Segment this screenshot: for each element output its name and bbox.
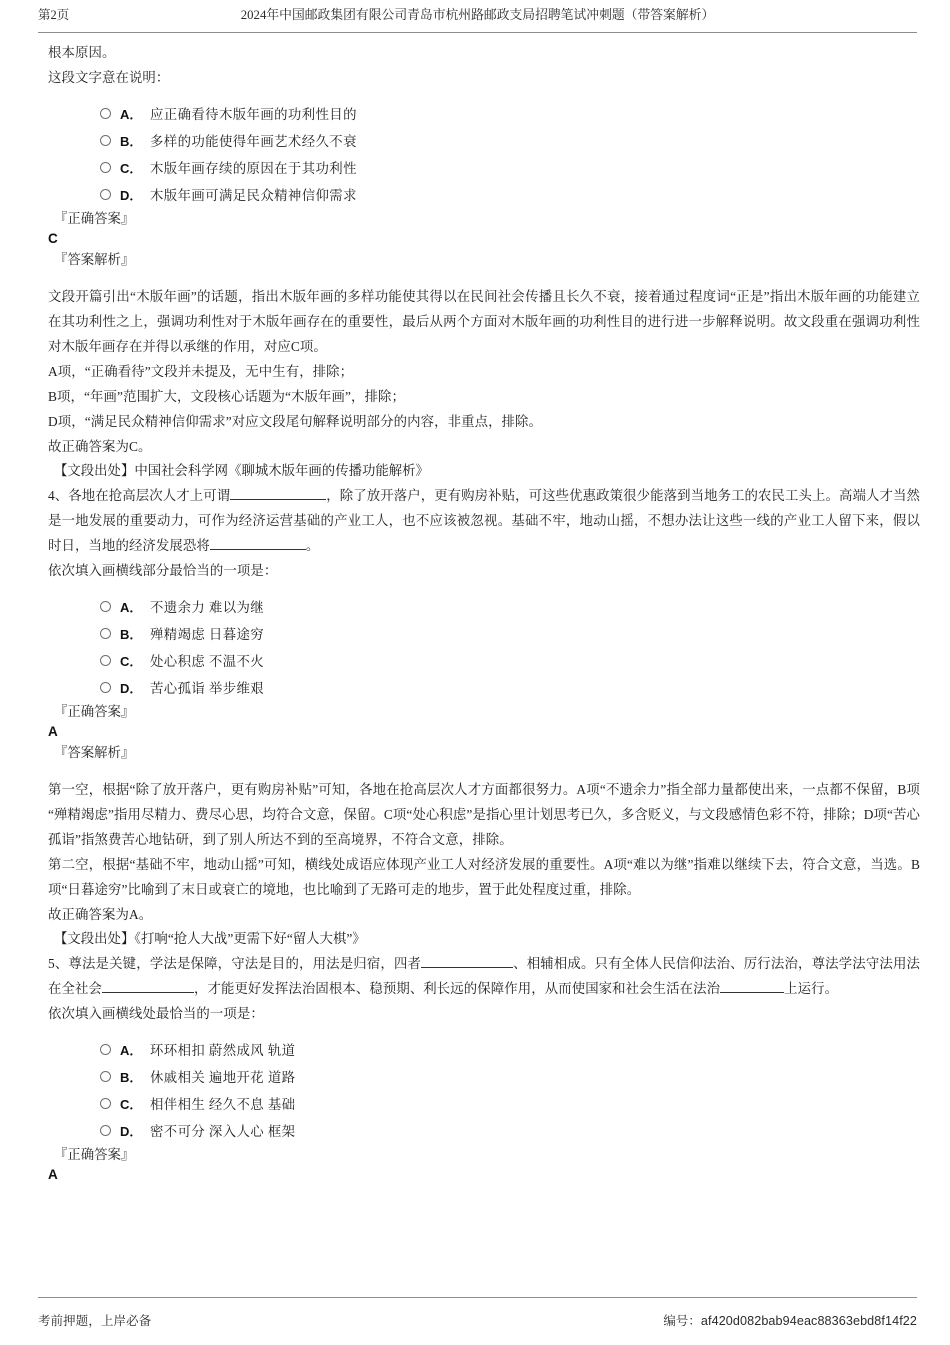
q3-option-d[interactable] xyxy=(48,181,920,208)
option-text: 休戚相关 遍地开花 道路 xyxy=(150,1070,296,1085)
q4-prompt: 依次填入画横线部分最恰当的一项是： xyxy=(48,563,278,578)
source-prefix: 【文段出处】 xyxy=(54,931,135,946)
radio-icon[interactable] xyxy=(100,1098,111,1109)
q3-analysis-p1: 文段开篇引出“木版年画”的话题，指出木版年画的多样功能使其得以在民间社会传播且长久不衰，接着通过程度词“正是”指出木版年画的功能建立在其功利性之上，强调功利性对于木版年画存在的重要性，最后从两个方面对木版年画的功利性目的进行进一步解释说明。故文段重在强调功利性对木版年画存在并得以承继的作用，对应C项。 xyxy=(48,289,920,354)
radio-icon[interactable] xyxy=(100,108,111,119)
q4-analysis-p2: 第二空，根据“基础不牢，地动山摇”可知，横线处成语应体现产业工人对经济发展的重要性。A项“难以为继”指难以继续下去，符合文意，当选。B项“日暮途穷”比喻到了末日或衰亡的境地，也比喻到了无路可走的地步，置于此处程度过重，排除。 xyxy=(48,857,920,897)
option-letter: D． xyxy=(120,681,143,696)
option-text: 密不可分 深入人心 框架 xyxy=(150,1124,296,1139)
source-prefix: 【文段出处】 xyxy=(54,463,135,478)
q3-prompt: 这段文字意在说明： xyxy=(48,70,170,85)
option-letter: C． xyxy=(120,161,143,176)
option-text: 不遗余力 难以为继 xyxy=(150,600,265,615)
q3-analysis-p2: A项，“正确看待”文段并未提及，无中生有，排除； xyxy=(48,364,354,379)
q4-blank-2 xyxy=(210,549,306,550)
option-text: 木版年画存续的原因在于其功利性 xyxy=(150,161,357,176)
radio-icon[interactable] xyxy=(100,601,111,612)
radio-icon[interactable] xyxy=(100,162,111,173)
q3-option-b[interactable] xyxy=(48,127,920,154)
q3-analysis-label: 『答案解析』 xyxy=(54,252,135,267)
q3-analysis-block xyxy=(48,284,920,459)
radio-icon[interactable] xyxy=(100,1071,111,1082)
q3-analysis-p4: D项，“满足民众精神信仰需求”对应文段尾句解释说明部分的内容，非重点，排除。 xyxy=(48,414,543,429)
q5-correct-answer-value: A xyxy=(48,1167,58,1182)
q5-option-list xyxy=(48,1036,920,1144)
option-letter: D． xyxy=(120,1124,143,1139)
q5-option-d[interactable] xyxy=(48,1117,920,1144)
option-text: 相伴相生 经久不息 基础 xyxy=(150,1097,296,1112)
option-letter: C． xyxy=(120,1097,143,1112)
q4-stem-part2: ，除了放开落户，更有购房补贴，可这些优惠政策很少能落到当地务工的农民工头上。高端人才当然是一地发展的重要动力，可作为经济运营基础的产业工人，也不应该被忽视。基础不牢，地动山摇，不想办法让这些一线的产业工人留下来，假以时日，当地的经济发展恐将 xyxy=(48,488,920,553)
q3-option-list xyxy=(48,100,920,208)
q5-correct-answer-label: 『正确答案』 xyxy=(54,1147,135,1162)
q4-analysis-block xyxy=(48,777,920,927)
option-letter: B． xyxy=(120,134,143,149)
q5-option-a[interactable] xyxy=(48,1036,920,1063)
radio-icon[interactable] xyxy=(100,655,111,666)
q4-blank-1 xyxy=(230,499,326,500)
source-text: 中国社会科学网《聊城木版年画的传播功能解析》 xyxy=(134,463,429,478)
q4-source xyxy=(48,927,920,951)
option-text: 木版年画可满足民众精神信仰需求 xyxy=(150,188,357,203)
q4-analysis-label: 『答案解析』 xyxy=(54,745,135,760)
q5-stem-part3: ，才能更好发挥法治固根本、稳预期、利长远的保障作用，从而使国家和社会生活在法治 xyxy=(193,981,721,996)
footer-serial xyxy=(663,1311,917,1329)
radio-icon[interactable] xyxy=(100,1125,111,1136)
header-document-title: 2024年中国邮政集团有限公司青岛市杭州路邮政支局招聘笔试冲刺题（带答案解析） xyxy=(240,8,715,22)
q5-option-b[interactable] xyxy=(48,1063,920,1090)
q4-option-c[interactable] xyxy=(48,647,920,674)
q3-analysis-p5: 故正确答案为C。 xyxy=(48,439,152,454)
q4-analysis-p1: 第一空，根据“除了放开落户，更有购房补贴”可知，各地在抢高层次人才方面都很努力。A项“不遗余力”指全部力量都使出来，一点都不保留，B项“殚精竭虑”指用尽精力、费尽心思，均符合文意，保留。C项“处心积虑”是指心里计划思考已久，多含贬义，与文段感情色彩不符，排除；D项“苦心孤诣”指煞费苦心地钻研，到了别人所达不到的至高境界，不符合文意，排除。 xyxy=(48,782,920,847)
q5-stem xyxy=(48,951,920,1001)
option-letter: B． xyxy=(120,627,143,642)
q5-prompt: 依次填入画横线处最恰当的一项是： xyxy=(48,1006,264,1021)
q4-option-d[interactable] xyxy=(48,674,920,701)
option-text: 应正确看待木版年画的功利性目的 xyxy=(150,107,357,122)
option-letter: B． xyxy=(120,1070,143,1085)
option-text: 苦心孤诣 举步维艰 xyxy=(150,681,265,696)
radio-icon[interactable] xyxy=(100,135,111,146)
radio-icon[interactable] xyxy=(100,1044,111,1055)
q4-option-b[interactable] xyxy=(48,620,920,647)
q3-correct-answer-value: C xyxy=(48,231,58,246)
option-letter: A． xyxy=(120,600,143,615)
radio-icon[interactable] xyxy=(100,189,111,200)
footer-slogan: 考前押题，上岸必备 xyxy=(38,1314,152,1328)
option-letter: A． xyxy=(120,107,143,122)
q3-option-c[interactable] xyxy=(48,154,920,181)
q3-option-a[interactable] xyxy=(48,100,920,127)
page-header xyxy=(38,8,917,33)
option-letter: C． xyxy=(120,654,143,669)
serial-value: af420d082bab94eac88363ebd8f14f22 xyxy=(700,1314,917,1328)
radio-icon[interactable] xyxy=(100,628,111,639)
serial-label: 编号： xyxy=(663,1314,701,1328)
document-content xyxy=(48,40,920,1185)
source-text: 《打响“抢人大战”更需下好“留人大棋”》 xyxy=(134,931,366,946)
page-footer xyxy=(38,1297,917,1329)
q4-stem-part3: 。 xyxy=(305,538,320,553)
option-text: 殚精竭虑 日暮途穷 xyxy=(150,627,265,642)
q5-stem-part4: 上运行。 xyxy=(784,981,839,996)
q5-stem-part1: 5、尊法是关键，学法是保障，守法是目的，用法是归宿，四者 xyxy=(48,956,422,971)
q3-correct-answer-label: 『正确答案』 xyxy=(54,211,135,226)
q4-stem-part1: 4、各地在抢高层次人才上可谓 xyxy=(48,488,231,503)
q5-blank-1 xyxy=(421,967,513,968)
q4-option-list xyxy=(48,593,920,701)
q4-analysis-p3: 故正确答案为A。 xyxy=(48,907,153,922)
q4-correct-answer-label: 『正确答案』 xyxy=(54,704,135,719)
option-letter: D． xyxy=(120,188,143,203)
radio-icon[interactable] xyxy=(100,682,111,693)
q5-stem-part2: 、相辅相成。只有全体人民信仰法治、厉行法治，尊法学法守法用法在全社会 xyxy=(48,956,921,996)
q3-analysis-p3: B项，“年画”范围扩大，文段核心话题为“木版年画”，排除； xyxy=(48,389,405,404)
option-text: 处心积虑 不温不火 xyxy=(150,654,265,669)
q4-correct-answer-value: A xyxy=(48,724,58,739)
q5-blank-3 xyxy=(720,992,784,993)
q3-source xyxy=(48,459,920,483)
q4-stem xyxy=(48,483,920,558)
q5-blank-2 xyxy=(102,992,194,993)
option-text: 多样的功能使得年画艺术经久不衰 xyxy=(150,134,357,149)
q4-option-a[interactable] xyxy=(48,593,920,620)
q3-stem-tail: 根本原因。 xyxy=(48,45,116,60)
option-text: 环环相扣 蔚然成风 轨道 xyxy=(150,1043,296,1058)
q5-option-c[interactable] xyxy=(48,1090,920,1117)
header-page-marker: 第2页 xyxy=(38,8,70,22)
option-letter: A． xyxy=(120,1043,143,1058)
